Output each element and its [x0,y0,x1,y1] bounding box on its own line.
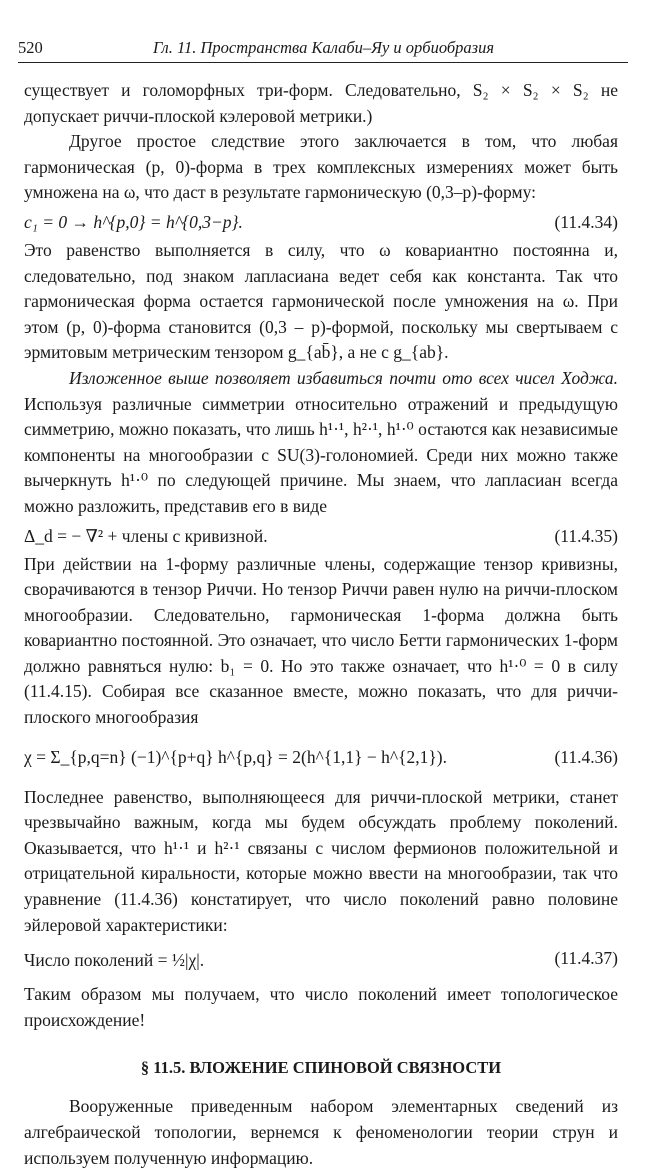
running-title: Гл. 11. Пространства Калаби–Яу и орбиобразия [153,38,495,57]
page-body [24,78,618,1171]
paragraph-8: Вооруженные приведенным набором элементарных сведений из алгебраической топологии, вернемся к феноменологии теории струн и используем полученную информацию. [24,1096,618,1168]
equation-formula: χ = Σ_{p,q=n} (−1)^{p+q} h^{p,q} = 2(h^{1,1} − h^{2,1}). [24,746,447,767]
equation-11-4-37 [24,940,618,980]
equation-11-4-34 [24,208,618,236]
equation-formula: Δ_d = − ∇² + члены с кривизной. [24,525,268,546]
equation-formula: c₁ = 0 → h^{p,0} = h^{0,3−p}. [24,211,243,232]
paragraph-2: Другое простое следствие этого заключается в том, что любая гармоническая (p, 0)-форма в трех комплексных измерениях может быть умножена на ω, что даст в результате гармоническую (0,3–p)-форму: [24,131,618,203]
paragraph-3: Это равенство выполняется в силу, что ω ковариантно постоянна и, следовательно, под знаком лапласиана ведет себя как константа. Так что гармоническая форма остается гармонической после умножения на ω. При этом (p, 0)-форма становится (0,3 – p)-формой, поскольку мы свертываем с эрмитовым метрическим тензором g_{ab̄}, а не с g_{ab}. [24,239,618,363]
paragraph-4-text: Используя различные симметрии относительно отражений и предыдущую симметрию, можно показать, что лишь h¹·¹, h²·¹, h¹·⁰ остаются как независимые компоненты на многообразии с SU(3)-голономией. Среди них можно также вычеркнуть h¹·⁰ по следующей причине. Мы знаем, что лапласиан всегда можно разложить, представив его в виде [24,393,618,516]
equation-number: (11.4.35) [554,525,618,546]
paragraph-1: существует и голоморфных три-форм. Следовательно, S₂ × S₂ × S₂ не допускает риччи-плоской кэлеровой метрики.) [24,80,618,126]
equation-number: (11.4.34) [554,211,618,232]
page-number: 520 [18,38,43,57]
paragraph-4 [24,366,618,520]
running-header [18,38,628,63]
paragraph-6: Последнее равенство, выполняющееся для риччи-плоской метрики, станет чрезвычайно важным, когда мы будем обсуждать проблему поколений. Оказывается, что h¹·¹ и h²·¹ связаны с числом фермионов положительной и отрицательной киральности, которые можно ввести на многообразии, так что уравнение (11.4.36) констатирует, что число поколений равно половине эйлеровой характеристики: [24,786,618,935]
equation-number: (11.4.36) [554,746,618,767]
paragraph-7: Таким образом мы получаем, что число поколений имеет топологическое происхождение! [24,984,618,1030]
paragraph-4-italic: Изложенное выше позволяет избавиться почти ото всех чисел Ходжа. [69,367,618,388]
equation-formula: Число поколений = ½|χ|. [24,950,205,971]
equation-11-4-35 [24,522,618,550]
equation-11-4-36 [24,733,618,783]
section-heading: § 11.5. ВЛОЖЕНИЕ СПИНОВОЙ СВЯЗНОСТИ [140,1058,502,1078]
paragraph-5: При действии на 1-форму различные члены, содержащие тензор кривизны, сворачиваются в тензор Риччи. Но тензор Риччи равен нулю на риччи-плоском многообразии. Следовательно, гармоническая 1-форма должна быть ковариантно постоянной. Это означает, что число Бетти гармонических 1-форм должно равняться нулю: b₁ = 0. Но это также означает, что h¹·⁰ = 0 в силу (11.4.15). Собирая все сказанное вместе, можно показать, что для риччи-плоского многообразия [24,553,618,728]
equation-number: (11.4.37) [554,948,618,969]
